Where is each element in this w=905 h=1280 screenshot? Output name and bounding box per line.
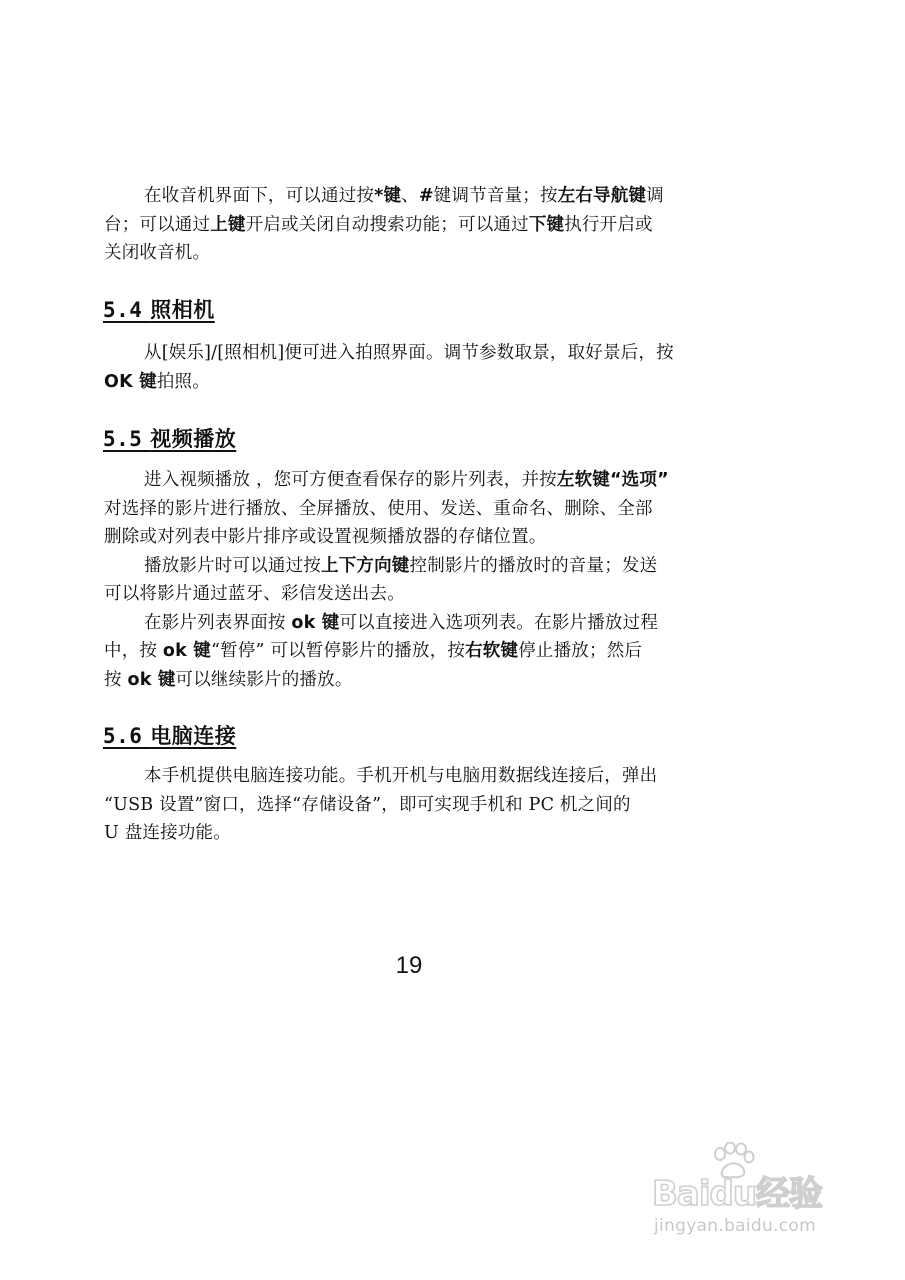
paragraph-line [104,609,716,638]
body-text: 可以直接进入选项列表。在影片播放过程 [339,612,659,633]
camera-paragraph [104,339,716,396]
paragraph-line [104,637,716,666]
paragraph-line [104,791,716,820]
body-text: 关闭收音机。 [104,243,211,263]
section-heading-camera [103,296,215,326]
paragraph-line [104,552,716,581]
emphasized-text: OK [104,371,133,392]
body-text: 播放影片时可以通过按 [144,555,321,576]
body-text: 、 [401,186,419,206]
body-text: “USB 设置”窗口，选择“存储设备”，即可实现手机和 PC 机之间的 [104,794,631,815]
emphasized-text: 左软键“选项” [556,470,669,490]
body-text: 停止播放；然后 [518,641,643,661]
emphasized-text: 下键 [528,214,565,235]
body-text: 按 [104,669,128,690]
emphasized-text: # [418,186,434,206]
section-number: 5.5 [103,427,143,451]
body-text: 中，按 [104,641,163,661]
body-text: 键调节音量；按 [433,186,558,206]
pc-connection-paragraph [104,762,716,848]
paragraph-line [104,239,716,268]
video-paragraph [104,466,716,694]
paragraph-line [104,182,716,211]
paragraph-line [104,211,716,240]
paragraph-line [104,339,716,368]
radio-paragraph [104,182,716,268]
emphasized-text: ok 键 [127,669,176,690]
body-text: 台；可以通过 [104,214,211,235]
body-text: 开启或关闭自动搜索功能；可以通过 [245,214,529,235]
section-title: 照相机 [150,298,215,322]
body-text: U 盘连接功能。 [104,823,231,843]
body-text: 可以将影片通过蓝牙、彩信发送出去。 [104,584,405,604]
body-text: 在收音机界面下，可以通过按 [144,186,375,206]
body-text: 在影片列表界面按 [144,612,292,633]
section-heading-video [103,425,236,455]
section-number: 5.6 [103,724,143,748]
paragraph-line [104,666,716,695]
emphasized-text: ok 键 [162,641,211,661]
emphasized-text: ok 键 [291,612,340,633]
emphasized-text: *键 [374,186,402,206]
watermark-url: jingyan.baidu.com [654,1216,816,1236]
section-title: 电脑连接 [150,724,237,748]
emphasized-text: 上下方向键 [321,555,410,576]
paragraph-line [104,762,716,791]
body-text: 删除或对列表中影片排序或设置视频播放器的存储位置。 [104,527,547,547]
watermark-brand: Baidu经验 [652,1174,823,1214]
emphasized-text: 左右导航键 [557,186,647,206]
body-text: 进入视频播放 ，您可方便查看保存的影片列表，并按 [144,470,557,490]
paragraph-line [104,495,716,524]
paragraph-line [104,368,716,397]
paragraph-line [104,466,716,495]
paragraph-line [104,819,716,848]
paragraph-line [104,523,716,552]
emphasized-text: 上键 [210,214,246,235]
body-text: 从[娱乐]/[照相机]便可进入拍照界面。调节参数取景，取好景后，按 [144,343,674,363]
emphasized-text: 右软键 [465,641,519,661]
emphasized-text: 键 [132,371,157,392]
body-text: 本手机提供电脑连接功能。手机开机与电脑用数据线连接后，弹出 [144,766,658,786]
baidu-jingyan-watermark [640,1138,855,1250]
body-text: 可以继续影片的播放。 [175,669,353,690]
body-text: 控制影片的播放时的音量；发送 [409,555,658,576]
section-number: 5.4 [103,298,143,322]
section-heading-pc-connection [103,722,236,752]
body-text: 拍照。 [156,371,210,392]
body-text: “暂停” 可以暂停影片的播放，按 [210,641,466,661]
page-number: 19 [395,952,423,979]
body-text: 调 [646,186,664,206]
body-text: 执行开启或 [564,214,653,235]
section-title: 视频播放 [150,427,237,451]
body-text: 对选择的影片进行播放、全屏播放、使用、发送、重命名、删除、全部 [104,498,653,519]
paragraph-line [104,580,716,609]
